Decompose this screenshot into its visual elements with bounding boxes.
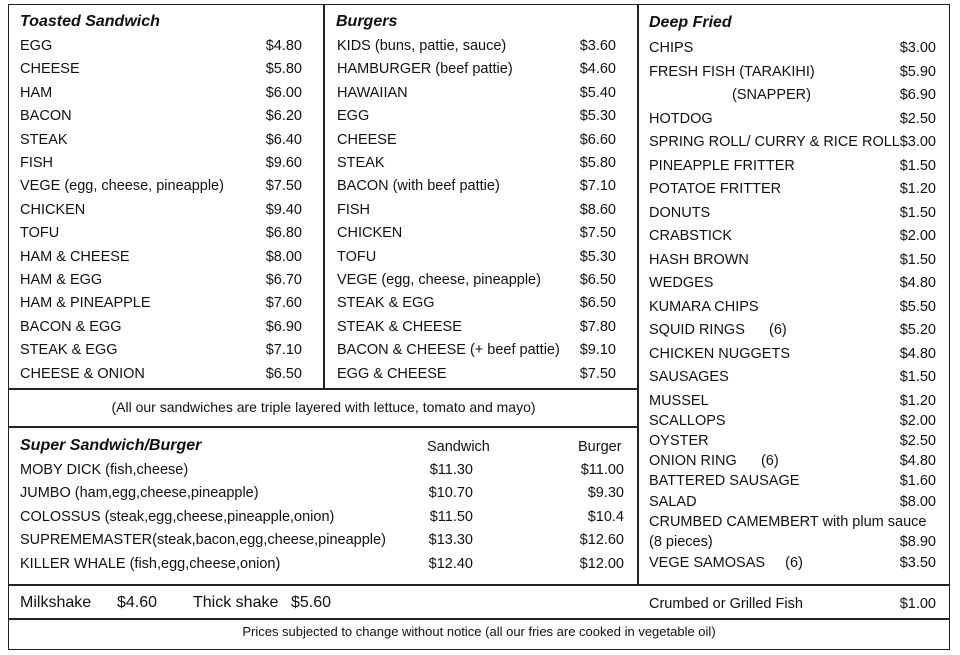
menu-item-price: $3.00 (899, 134, 936, 150)
menu-item-price: $7.10 (265, 342, 302, 359)
menu-item-price: $9.60 (265, 155, 302, 171)
menu-item-name: SPRING ROLL/ CURRY & RICE ROLL (649, 134, 900, 150)
menu-item-price: $5.30 (579, 248, 616, 265)
menu-item-price: $3.60 (579, 38, 616, 54)
menu-item-name: HAWAIIAN (337, 84, 408, 101)
menu-item-price: $6.70 (265, 272, 302, 288)
super-item-name: SUPREMEMASTER(steak,bacon,egg,cheese,pineapple) (20, 532, 386, 549)
menu-item-name: WEDGES (649, 275, 714, 291)
menu-item-name: HAM & PINEAPPLE (20, 295, 151, 312)
menu-item-name: TOFU (20, 225, 60, 242)
menu-item-price: $5.90 (899, 63, 936, 80)
menu-item-price: $1.60 (899, 473, 936, 490)
menu-item-price: $6.60 (579, 131, 616, 148)
menu-item-name: SAUSAGES (649, 369, 729, 385)
menu-item-name: MUSSEL (649, 392, 709, 409)
menu-item-name: TOFU (337, 248, 377, 265)
menu-item-name: STEAK & CHEESE (337, 318, 462, 335)
menu-item-price: $1.50 (899, 157, 936, 174)
menu-item-name: (SNAPPER) (732, 87, 811, 103)
menu-item-price: $6.50 (579, 295, 616, 312)
menu-item-name: KUMARA CHIPS (649, 298, 759, 315)
super-item-sandwich-price: $10.70 (428, 485, 473, 502)
menu-item-price: $6.90 (899, 87, 936, 103)
super-item-burger-price: $10.4 (587, 508, 624, 525)
menu-item-price: $8.00 (265, 248, 302, 265)
menu-item-price: $5.30 (579, 108, 616, 125)
burgers-title: Burgers (336, 13, 398, 30)
menu-item-price: $6.00 (265, 84, 302, 101)
super-item-name: KILLER WHALE (fish,egg,cheese,onion) (20, 555, 281, 572)
menu-item-price: $5.40 (579, 84, 616, 101)
menu-item-price: $6.40 (265, 131, 302, 148)
menu-item-name: CRUMBED CAMEMBERT with plum sauce (649, 514, 927, 530)
menu-item-name: CRABSTICK (649, 228, 732, 244)
thick-shake-price: $5.60 (291, 594, 332, 611)
menu-item-price: $7.10 (579, 178, 616, 195)
super-item-sandwich-price: $12.40 (428, 555, 473, 572)
super-item-name: COLOSSUS (steak,egg,cheese,pineapple,onion) (20, 508, 335, 525)
menu-item-price: $2.00 (899, 228, 936, 244)
menu-item-name: BACON & EGG (20, 318, 122, 335)
menu-item-name: SALAD (649, 493, 697, 510)
super-item-burger-price: $12.60 (579, 532, 624, 549)
milkshake-price: $4.60 (117, 594, 158, 611)
crumbed-fish-name: Crumbed or Grilled Fish (649, 596, 803, 612)
menu-item-price: $4.80 (899, 275, 936, 291)
menu-item-price: $8.00 (899, 493, 936, 510)
super-item-name: JUMBO (ham,egg,cheese,pineapple) (20, 485, 259, 502)
menu-item-price: $3.50 (899, 554, 936, 571)
super-item-name: MOBY DICK (fish,cheese) (20, 462, 189, 478)
menu-item-price: $4.80 (899, 453, 936, 470)
menu-item-name: BACON (with beef pattie) (337, 178, 500, 195)
menu-item-price: $4.80 (265, 38, 302, 54)
menu-item-price: $8.60 (579, 201, 616, 218)
footer-note: Prices subjected to change without notice (all our fries are cooked in vegetable oil) (242, 624, 716, 639)
menu-item-price: $7.50 (579, 225, 616, 242)
menu-item-name: HAM & CHEESE (20, 248, 130, 265)
milkshake-label: Milkshake (20, 594, 92, 611)
menu-item-price: $6.50 (579, 272, 616, 288)
menu-item-price: $4.60 (579, 61, 616, 78)
menu-item-price: $1.20 (899, 181, 936, 197)
menu-item-name: BATTERED SAUSAGE (649, 473, 800, 490)
menu-item-price: $1.50 (899, 204, 936, 221)
menu-item-name: VEGE SAMOSAS (6) (649, 554, 803, 571)
menu-item-name: VEGE (egg, cheese, pineapple) (337, 272, 541, 288)
menu-item-price: $5.80 (265, 61, 302, 78)
menu-item-price: $4.80 (899, 345, 936, 362)
menu-item-name: CHICKEN (337, 225, 403, 242)
super-title: Super Sandwich/Burger (20, 437, 202, 454)
menu-item-price: $9.10 (579, 342, 616, 359)
menu-item-price: $2.00 (899, 412, 936, 429)
menu-item-name: BACON & CHEESE (+ beef pattie) (337, 342, 560, 359)
menu-item-name: HAM & EGG (20, 272, 103, 288)
menu-item-name: EGG & CHEESE (337, 365, 447, 382)
menu-item-price: $5.80 (579, 155, 616, 171)
menu-item-name: STEAK & EGG (20, 342, 118, 359)
menu-item-name: HOTDOG (649, 110, 713, 127)
menu-item-name: CHEESE & ONION (20, 365, 145, 382)
sandwich-note: (All our sandwiches are triple layered with lettuce, tomato and mayo) (111, 399, 536, 415)
menu-item-name: PINEAPPLE FRITTER (649, 157, 795, 174)
menu-item-price: $2.50 (899, 432, 936, 449)
menu-item-name: SQUID RINGS (6) (649, 322, 787, 338)
menu-item-price: $6.80 (265, 225, 302, 242)
super-item-burger-price: $12.00 (579, 555, 624, 572)
menu-item-name: STEAK & EGG (337, 295, 435, 312)
menu-item-price: $1.50 (899, 369, 936, 385)
menu-item-name: STEAK (337, 155, 385, 171)
menu-item-name: EGG (20, 38, 53, 54)
menu-item-price: $6.90 (265, 318, 302, 335)
menu-item-price: $1.20 (899, 392, 936, 409)
menu-item-name: SCALLOPS (649, 412, 726, 429)
super-col-burger: Burger (578, 439, 622, 455)
menu-item-price: $2.50 (899, 110, 936, 127)
menu-item-price: $5.50 (899, 298, 936, 315)
super-item-sandwich-price: $11.30 (429, 462, 473, 478)
deep-fried-title: Deep Fried (649, 14, 732, 31)
super-item-burger-price: $11.00 (580, 462, 624, 478)
menu-item-name: HASH BROWN (649, 251, 749, 268)
menu-item-price: $6.20 (265, 108, 302, 125)
super-item-sandwich-price: $13.30 (428, 532, 473, 549)
super-item-sandwich-price: $11.50 (429, 508, 473, 525)
super-col-sandwich: Sandwich (427, 439, 490, 455)
menu-item-name: CHIPS (649, 40, 694, 56)
menu-item-name: ONION RING (6) (649, 453, 779, 470)
menu-item-name: HAMBURGER (beef pattie) (337, 61, 513, 78)
menu-item-price: $9.40 (265, 201, 302, 218)
menu-item-name: KIDS (buns, pattie, sauce) (337, 38, 507, 54)
menu-item-name: CHEESE (20, 61, 80, 78)
menu-item-price: $1.50 (899, 251, 936, 268)
menu-item-price: $7.80 (579, 318, 616, 335)
menu-item-price: $7.50 (579, 365, 616, 382)
menu-item-name: HAM (20, 84, 53, 101)
toasted-title: Toasted Sandwich (20, 13, 160, 30)
thick-shake-label: Thick shake (193, 594, 279, 611)
menu-item-name: FRESH FISH (TARAKIHI) (649, 63, 815, 80)
menu-item-name: FISH (337, 201, 371, 218)
menu-item-name: CHEESE (337, 131, 397, 148)
menu-item-name: POTATOE FRITTER (649, 181, 782, 197)
menu-item-price: $5.20 (899, 322, 936, 338)
menu-item-name: VEGE (egg, cheese, pineapple) (20, 178, 224, 195)
menu-item-price: $6.50 (265, 365, 302, 382)
menu-item-price: $7.60 (265, 295, 302, 312)
menu-item-name: CHICKEN (20, 201, 86, 218)
crumbed-fish-price: $1.00 (899, 596, 936, 612)
menu-item-price: $7.50 (265, 178, 302, 195)
menu-item-name: BACON (20, 108, 72, 125)
menu-item-name: OYSTER (649, 432, 709, 449)
menu-item-name: CHICKEN NUGGETS (649, 345, 790, 362)
super-item-burger-price: $9.30 (587, 485, 624, 502)
menu-item-name: FISH (20, 155, 54, 171)
menu-item-price: $8.90 (899, 534, 936, 551)
menu-item-price: $3.00 (899, 40, 936, 56)
menu-item-name: STEAK (20, 131, 68, 148)
menu-item-name: DONUTS (649, 204, 711, 221)
menu-item-name: (8 pieces) (649, 534, 713, 551)
menu-item-name: EGG (337, 108, 370, 125)
